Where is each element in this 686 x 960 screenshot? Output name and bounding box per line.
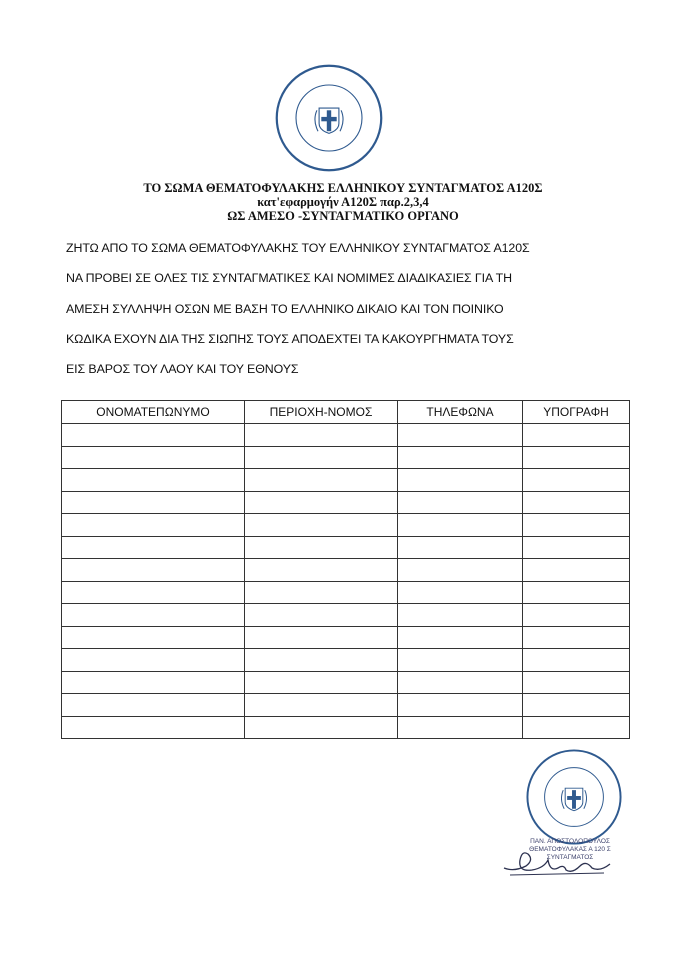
petition-line: ΕΙΣ ΒΑΡΟΣ ΤΟΥ ΛΑΟΥ ΚΑΙ ΤΟΥ ΕΘΝΟΥΣ [66,362,299,377]
fullname-cell[interactable] [62,649,245,672]
phones-cell[interactable] [398,694,523,717]
stamp-line-3: ΣΥΝΤΑΓΜΑΤΟΣ [546,854,594,861]
signature-cell[interactable] [523,716,630,739]
signature-cell[interactable] [523,491,630,514]
region-cell[interactable] [245,536,398,559]
signature-cell[interactable] [523,626,630,649]
region-cell[interactable] [245,581,398,604]
phones-cell[interactable] [398,604,523,627]
phones-cell[interactable] [398,671,523,694]
table-row [62,469,630,492]
table-row [62,514,630,537]
fullname-cell[interactable] [62,716,245,739]
column-header-region: ΠΕΡΙΟΧΗ-ΝΟΜΟΣ [245,401,398,424]
fullname-cell[interactable] [62,536,245,559]
region-cell[interactable] [245,469,398,492]
phones-cell[interactable] [398,626,523,649]
region-cell[interactable] [245,694,398,717]
petition-line: ΑΜΕΣΗ ΣΥΛΛΗΨΗ ΟΣΩΝ ΜΕ ΒΑΣΗ ΤΟ ΕΛΛΗΝΙΚΟ ΔΙΚΑΙΟ ΚΑΙ ΤΟΝ ΠΟΙΝΙΚΟ [66,301,504,316]
petition-line: ΚΩΔΙΚΑ ΕΧΟΥΝ ΔΙΑ ΤΗΣ ΣΙΩΠΗΣ ΤΟΥΣ ΑΠΟΔΕΧΤΕΙ ΤΑ ΚΑΚΟΥΡΓΗΜΑΤΑ ΤΟΥΣ [66,331,514,346]
phones-cell[interactable] [398,649,523,672]
fullname-cell[interactable] [62,424,245,447]
phones-cell[interactable] [398,424,523,447]
document-header [0,181,686,223]
fullname-cell[interactable] [62,604,245,627]
fullname-cell[interactable] [62,581,245,604]
petition-line: ΖΗΤΩ ΑΠΟ ΤΟ ΣΩΜΑ ΘΕΜΑΤΟΦΥΛΑΚΗΣ ΤΟΥ ΕΛΛΗΝΙΚΟΥ ΣΥΝΤΑΓΜΑΤΟΣ Α120Σ [66,241,530,255]
fullname-cell[interactable] [62,469,245,492]
table-row [62,446,630,469]
phones-cell[interactable] [398,514,523,537]
signature-cell[interactable] [523,424,630,447]
region-cell[interactable] [245,604,398,627]
phones-cell[interactable] [398,536,523,559]
seal-stamp-bottom [525,748,623,846]
handwritten-signature [500,846,615,880]
petition-line: ΝΑ ΠΡΟΒΕΙ ΣΕ ΟΛΕΣ ΤΙΣ ΣΥΝΤΑΓΜΑΤΙΚΕΣ ΚΑΙ ΝΟΜΙΜΕΣ ΔΙΑΔΙΚΑΣΙΕΣ ΓΙΑ ΤΗ [66,271,512,286]
signature-cell[interactable] [523,536,630,559]
signature-cell[interactable] [523,559,630,582]
region-cell[interactable] [245,559,398,582]
phones-cell[interactable] [398,469,523,492]
signature-table [61,400,630,739]
signature-cell[interactable] [523,446,630,469]
greek-coat-of-arms-icon [315,108,343,133]
phones-cell[interactable] [398,559,523,582]
phones-cell[interactable] [398,581,523,604]
signature-cell[interactable] [523,581,630,604]
region-cell[interactable] [245,626,398,649]
petition-text [66,241,636,392]
signature-cell[interactable] [523,469,630,492]
phones-cell[interactable] [398,446,523,469]
signature-cell[interactable] [523,649,630,672]
phones-cell[interactable] [398,716,523,739]
table-row [62,424,630,447]
table-header-row [62,401,630,424]
table-row [62,536,630,559]
column-header-fullname: ΟΝΟΜΑΤΕΠΩΝΥΜΟ [62,401,245,424]
table-row [62,671,630,694]
region-cell[interactable] [245,671,398,694]
table-row [62,716,630,739]
fullname-cell[interactable] [62,694,245,717]
fullname-cell[interactable] [62,446,245,469]
region-cell[interactable] [245,716,398,739]
region-cell[interactable] [245,514,398,537]
greek-coat-of-arms-icon [561,788,586,811]
region-cell[interactable] [245,649,398,672]
stamp-line-1: ΠΑΝ. ΑΠΟΣΤΟΛΟΠΟΥΛΟΣ [530,838,610,845]
header-line-1: ΤΟ ΣΩΜΑ ΘΕΜΑΤΟΦΥΛΑΚΗΣ ΕΛΛΗΝΙΚΟΥ ΣΥΝΤΑΓΜΑΤΟΣ Α120Σ [143,181,543,195]
table-row [62,694,630,717]
signature-cell[interactable] [523,671,630,694]
fullname-cell[interactable] [62,671,245,694]
header-line-3: ΩΣ ΑΜΕΣΟ -ΣΥΝΤΑΓΜΑΤΙΚΟ ΟΡΓΑΝΟ [227,209,459,223]
signature-cell[interactable] [523,694,630,717]
seal-emblem-top [274,63,384,173]
column-header-phones: ΤΗΛΕΦΩΝΑ [398,401,523,424]
table-row [62,649,630,672]
phones-cell[interactable] [398,491,523,514]
region-cell[interactable] [245,446,398,469]
region-cell[interactable] [245,424,398,447]
fullname-cell[interactable] [62,514,245,537]
fullname-cell[interactable] [62,491,245,514]
column-header-signature: ΥΠΟΓΡΑΦΗ [523,401,630,424]
table-row [62,581,630,604]
table-row [62,491,630,514]
fullname-cell[interactable] [62,626,245,649]
fullname-cell[interactable] [62,559,245,582]
signature-cell[interactable] [523,604,630,627]
table-row [62,626,630,649]
signature-cell[interactable] [523,514,630,537]
table-row [62,604,630,627]
table-row [62,559,630,582]
stamp-line-2: ΘΕΜΑΤΟΦΥΛΑΚΑΣ Α 120 Σ [529,846,611,853]
header-line-2: κατ'εφαρμογήν Α120Σ παρ.2,3,4 [257,195,429,209]
region-cell[interactable] [245,491,398,514]
